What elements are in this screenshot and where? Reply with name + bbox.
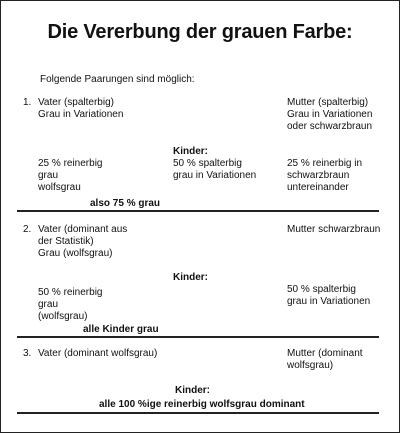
section-divider bbox=[17, 412, 379, 414]
section-number: 3. bbox=[23, 348, 32, 359]
outcome-left: wolfsgrau bbox=[38, 182, 81, 193]
outcome-middle: grau in Variationen bbox=[173, 170, 257, 181]
mother-description: wolfsgrau) bbox=[287, 360, 334, 371]
father-description: Vater (dominant wolfsgrau) bbox=[38, 348, 158, 359]
children-label: Kinder: bbox=[175, 385, 210, 396]
outcome-left: (wolfsgrau) bbox=[38, 311, 88, 322]
section-divider bbox=[17, 210, 379, 212]
outcome-middle: 50 % spalterbig bbox=[173, 158, 242, 169]
outcome-right: 25 % reinerbig in bbox=[287, 158, 363, 169]
outcome-left: 25 % reinerbig bbox=[38, 158, 103, 169]
father-description: Vater (dominant aus bbox=[38, 224, 128, 235]
outcome-left: grau bbox=[38, 299, 59, 310]
outcome-right: grau in Variationen bbox=[287, 296, 371, 307]
page-title: Die Vererbung der grauen Farbe: bbox=[47, 21, 353, 43]
outcome-right: schwarzbraun bbox=[287, 170, 350, 181]
section-summary: also 75 % grau bbox=[90, 198, 161, 209]
section-summary: alle 100 %ige reinerbig wolfsgrau dominant bbox=[99, 399, 305, 410]
section-summary: alle Kinder grau bbox=[83, 324, 159, 335]
mother-description: Grau in Variationen bbox=[287, 109, 373, 120]
mother-description: oder schwarzbraun bbox=[287, 121, 373, 132]
children-label: Kinder: bbox=[173, 272, 208, 283]
mother-description: Mutter schwarzbraun bbox=[287, 224, 381, 235]
outcome-left: grau bbox=[38, 170, 59, 181]
children-label: Kinder: bbox=[173, 146, 208, 157]
father-description: Grau (wolfsgrau) bbox=[38, 248, 113, 259]
father-description: Vater (spalterbig) bbox=[38, 97, 114, 108]
section-divider bbox=[17, 336, 379, 338]
outcome-right: untereinander bbox=[287, 182, 349, 193]
father-description: Grau in Variationen bbox=[38, 109, 124, 120]
section-number: 1. bbox=[23, 97, 32, 108]
father-description: der Statistik) bbox=[38, 236, 94, 247]
mother-description: Mutter (spalterbig) bbox=[287, 97, 369, 108]
intro-text: Folgende Paarungen sind möglich: bbox=[40, 74, 195, 85]
section-number: 2. bbox=[23, 224, 32, 235]
outcome-right: 50 % spalterbig bbox=[287, 284, 356, 295]
outcome-left: 50 % reinerbig bbox=[38, 287, 103, 298]
mother-description: Mutter (dominant bbox=[287, 348, 363, 359]
